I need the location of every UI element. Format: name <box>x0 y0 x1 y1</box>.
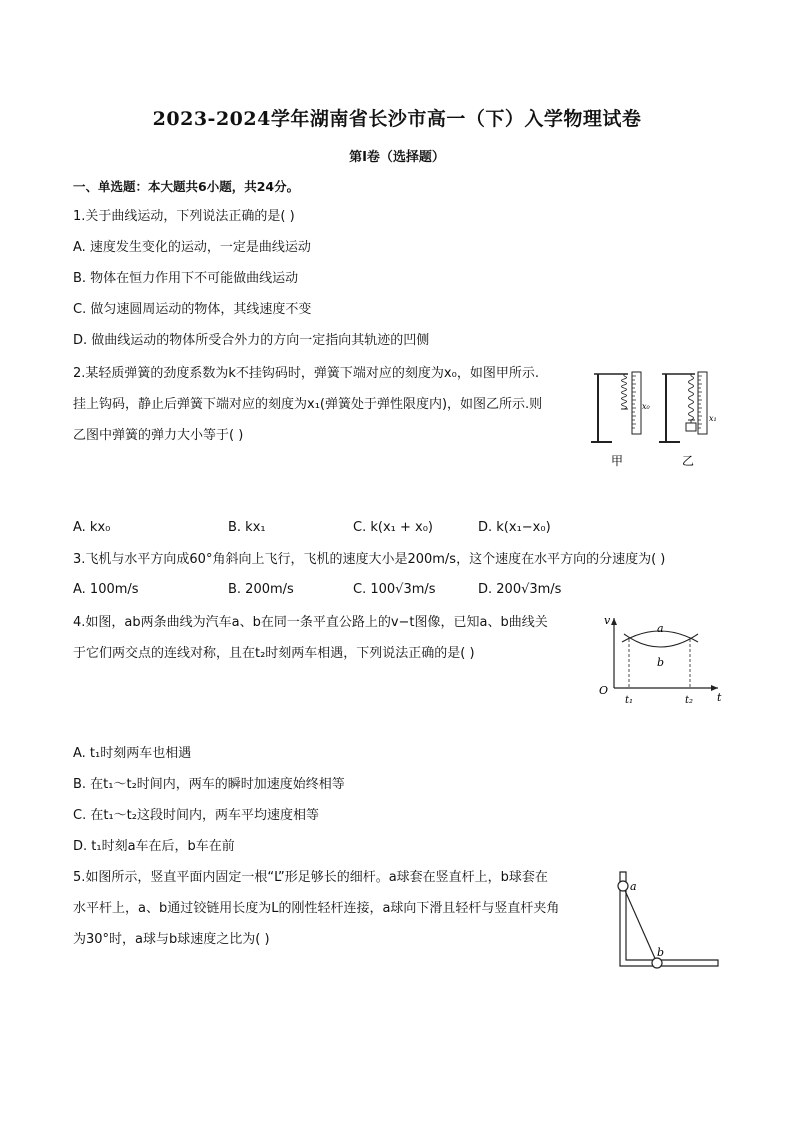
curve-b-label: b <box>657 656 665 669</box>
q1-option-b: B. 物体在恒力作用下不可能做曲线运动 <box>73 271 299 286</box>
q4-option-a: A. t₁时刻两车也相遇 <box>73 746 192 761</box>
q2-stem-line-1: 2.某轻质弹簧的劲度系数为k不挂钩码时，弹簧下端对应的刻度为x₀，如图甲所示. <box>73 366 539 381</box>
q2-option-a: A. kx₀ <box>73 520 111 535</box>
q1-stem: 1.关于曲线运动，下列说法正确的是( ) <box>73 209 295 224</box>
curve-a-label: a <box>657 622 664 635</box>
q1-option-c: C. 做匀速圆周运动的物体，其线速度不变 <box>73 302 312 317</box>
q1-option-d: D. 做曲线运动的物体所受合外力的方向一定指向其轨迹的凹侧 <box>73 333 430 348</box>
q5-stem-line-2: 水平杆上，a、b通过铰链用长度为L的刚性轻杆连接，a球向下滑且轻杆与竖直杆夹角 <box>73 901 560 916</box>
section-heading: 一、单选题：本大题共6小题，共24分。 <box>73 179 300 194</box>
origin-label: O <box>599 684 609 697</box>
q3-option-a: A. 100m/s <box>73 582 139 597</box>
t2-label: t₂ <box>685 695 694 706</box>
t1-label: t₁ <box>625 695 634 706</box>
q4-stem-line-2: 于它们两交点的连线对称，且在t₂时刻两车相遇，下列说法正确的是( ) <box>73 646 475 661</box>
label-x0: x₀ <box>642 402 650 411</box>
q2-option-c: C. k(x₁ + x₀) <box>353 520 433 535</box>
q5-stem-line-1: 5.如图所示，竖直平面内固定一根“L”形足够长的细杆。a球套在竖直杆上，b球套在 <box>73 870 548 885</box>
q3-option-b: B. 200m/s <box>228 582 294 597</box>
light-rod <box>623 886 657 963</box>
caption-yi: 乙 <box>682 454 695 468</box>
q4-stem-line-1: 4.如图，ab两条曲线为汽车a、b在同一条平直公路上的v−t图像，已知a、b曲线关 <box>73 615 548 630</box>
v-label: v <box>604 614 611 627</box>
ball-a <box>618 881 628 891</box>
q1-option-a: A. 速度发生变化的运动，一定是曲线运动 <box>73 240 311 255</box>
spring-stand-right <box>659 372 717 442</box>
q4-option-d: D. t₁时刻a车在后，b车在前 <box>73 839 235 854</box>
page-title: 2023-2024学年湖南省长沙市高一（下）入学物理试卷 <box>152 108 642 130</box>
ball-b <box>652 958 662 968</box>
q5-l-rod-figure <box>612 866 724 974</box>
q2-stem-line-2: 挂上钩码，静止后弹簧下端对应的刻度为x₁(弹簧处于弹性限度内)，如图乙所示.则 <box>73 397 543 412</box>
q2-option-d: D. k(x₁−x₀) <box>478 520 551 535</box>
ball-b-label: b <box>657 946 665 959</box>
q3-option-c: C. 100√3m/s <box>353 582 436 597</box>
q2-stem-line-3: 乙图中弹簧的弹力大小等于( ) <box>73 428 244 443</box>
q4-option-b: B. 在t₁～t₂时间内，两车的瞬时加速度始终相等 <box>73 777 345 792</box>
caption-jia: 甲 <box>611 454 624 468</box>
q4-vt-graph <box>594 612 726 708</box>
q5-stem-line-3: 为30°时，a球与b球速度之比为( ) <box>73 932 270 947</box>
q3-option-d: D. 200√3m/s <box>478 582 562 597</box>
q2-option-b: B. kx₁ <box>228 520 266 535</box>
q3-stem: 3.飞机与水平方向成60°角斜向上飞行，飞机的速度大小是200m/s，这个速度在水平方向的分速度为( ) <box>73 552 666 567</box>
label-x1: x₁ <box>709 414 717 423</box>
spring-stand-left <box>591 372 651 442</box>
q4-option-c: C. 在t₁～t₂这段时间内，两车平均速度相等 <box>73 808 319 823</box>
section-subtitle: 第I卷（选择题） <box>349 150 445 165</box>
t-label: t <box>717 691 722 704</box>
q2-spring-figure <box>588 362 724 470</box>
ball-a-label: a <box>630 880 637 893</box>
